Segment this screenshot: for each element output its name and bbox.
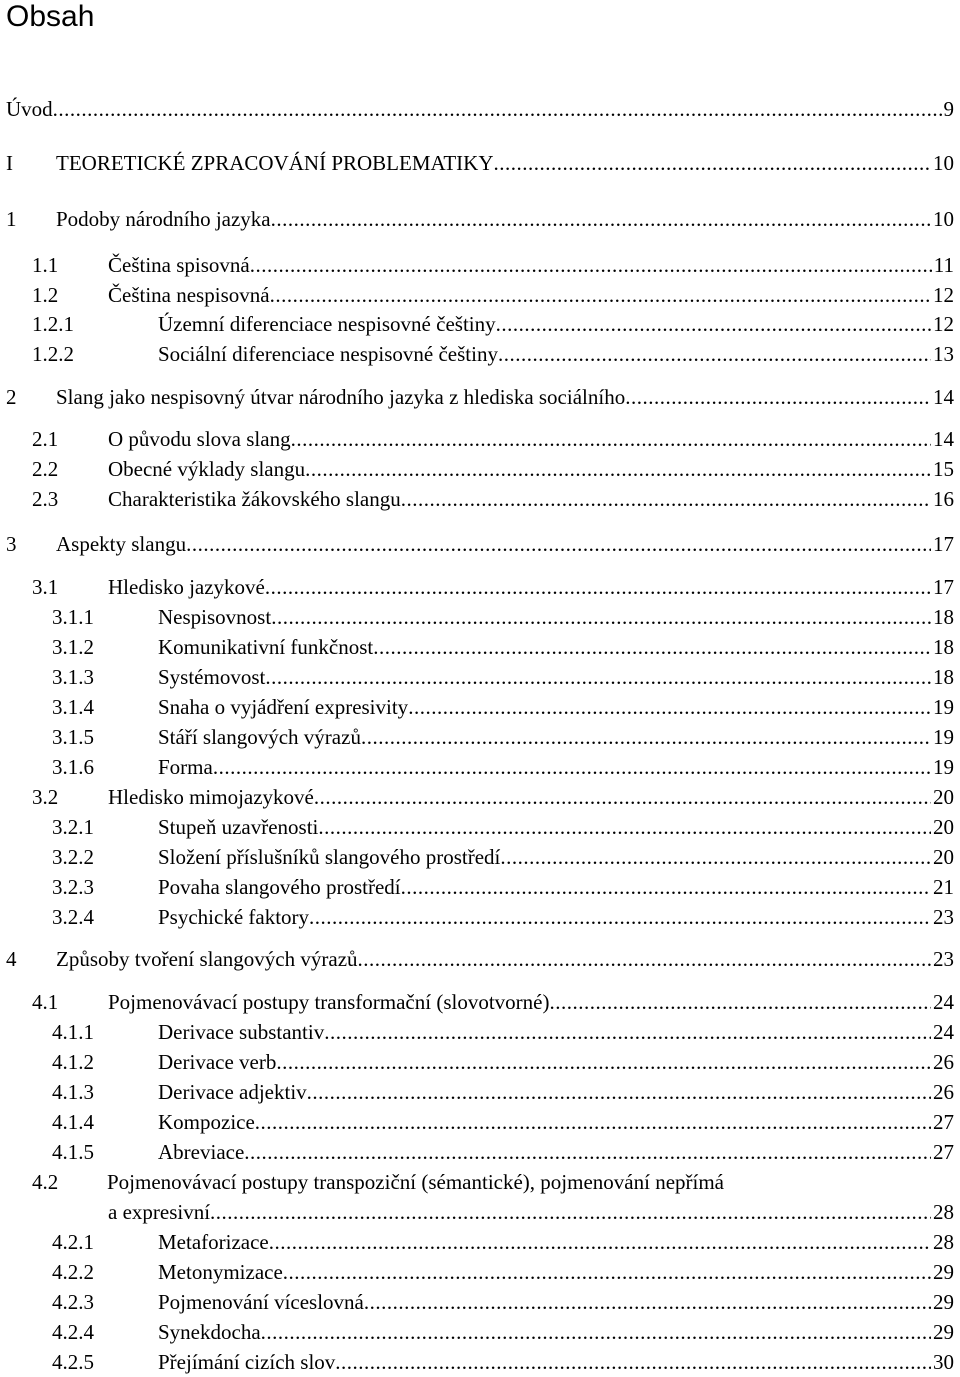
toc-entry-page-number: 24 [933, 1020, 954, 1044]
toc-entry-label: Stupeň uzavřenosti [158, 815, 319, 839]
toc-entry-number: 3.1.4 [52, 695, 94, 719]
toc-entry[interactable] [52, 1229, 954, 1255]
toc-entry-page-number: 30 [933, 1350, 954, 1374]
toc-entry[interactable] [6, 96, 954, 122]
toc-entry[interactable] [32, 282, 954, 308]
dot-leader [213, 754, 931, 780]
toc-entry-number: 4 [6, 947, 17, 971]
toc-entry-page-number: 28 [933, 1230, 954, 1254]
toc-entry-label: Derivace adjektiv [158, 1080, 307, 1104]
toc-entry[interactable] [32, 341, 954, 367]
toc-entry-page-number: 11 [933, 253, 954, 277]
dot-leader [305, 456, 931, 482]
dot-leader [361, 724, 931, 750]
dot-leader [255, 1109, 931, 1135]
toc-entry-number: 2.2 [32, 457, 59, 481]
toc-entry-label: Kompozice [158, 1110, 255, 1134]
toc-entry-page-number: 29 [933, 1320, 954, 1344]
dot-leader [500, 844, 931, 870]
toc-entry-number: 3.1.3 [52, 665, 94, 689]
toc-entry-page-number: 28 [933, 1200, 954, 1224]
toc-entry-page-number: 9 [943, 97, 954, 121]
dot-leader [314, 784, 931, 810]
toc-entry-number: 2 [6, 385, 17, 409]
toc-entry-label: Úvod [6, 97, 53, 121]
toc-entry-page-number: 18 [933, 605, 954, 629]
dot-leader [270, 282, 931, 308]
toc-entry-label: Způsoby tvoření slangových výrazů [56, 947, 358, 971]
toc-entry-page-number: 26 [933, 1050, 954, 1074]
dot-leader [271, 206, 931, 232]
dot-leader [261, 1319, 931, 1345]
toc-entry-number: 4.2 [32, 1170, 59, 1194]
toc-entry-number: 3.1.5 [52, 725, 94, 749]
toc-entry-number: 4.1 [32, 990, 59, 1014]
dot-leader [53, 96, 942, 122]
toc-entry[interactable] [52, 1259, 954, 1285]
toc-entry[interactable] [6, 150, 954, 176]
toc-entry-page-number: 17 [933, 575, 954, 599]
toc-entry-number: 4.1.5 [52, 1140, 94, 1164]
dot-leader [244, 1139, 931, 1165]
toc-entry-number: 4.2.3 [52, 1290, 94, 1314]
toc-entry[interactable] [32, 311, 954, 337]
toc-entry-page-number: 10 [933, 207, 954, 231]
toc-entry-page-number: 20 [933, 785, 954, 809]
toc-entry-page-number: 23 [933, 905, 954, 929]
toc-entry[interactable] [32, 426, 954, 452]
toc-entry-number: 4.1.4 [52, 1110, 94, 1134]
dot-leader [283, 1259, 931, 1285]
toc-entry-label: Sociální diferenciace nespisovné češtiny [158, 342, 498, 366]
dot-leader [269, 1229, 931, 1255]
toc-entry-label: a expresivní [108, 1200, 211, 1224]
toc-entry[interactable] [52, 1139, 954, 1165]
toc-entry-page-number: 10 [933, 151, 954, 175]
toc-entry-number: 4.2.5 [52, 1350, 94, 1374]
toc-entry-number: 1 [6, 207, 17, 231]
toc-entry[interactable] [52, 604, 954, 630]
toc-entry[interactable] [32, 1199, 954, 1225]
toc-entry-label: Stáří slangových výrazů [158, 725, 361, 749]
toc-entry-label: Aspekty slangu [56, 532, 187, 556]
dot-leader [401, 874, 931, 900]
toc-entry-label: Obecné výklady slangu [108, 457, 306, 481]
dot-leader [210, 1199, 931, 1225]
toc-entry-page-number: 29 [933, 1290, 954, 1314]
toc-entry[interactable] [6, 384, 954, 410]
toc-entry-page-number: 26 [933, 1080, 954, 1104]
toc-entry-label: Komunikativní funkčnost [158, 635, 374, 659]
toc-entry-number: 2.1 [32, 427, 59, 451]
toc-entry-label: Derivace verb [158, 1050, 277, 1074]
toc-entry[interactable] [52, 1319, 954, 1345]
toc-entry[interactable] [52, 814, 954, 840]
toc-entry-page-number: 29 [933, 1260, 954, 1284]
toc-entry-number: 3.2.2 [52, 845, 94, 869]
toc-entry-label: Abreviace [158, 1140, 245, 1164]
toc-entry-page-number: 18 [933, 635, 954, 659]
toc-entry[interactable] [52, 904, 954, 930]
toc-entry-number: 2.3 [32, 487, 59, 511]
dot-leader [307, 1079, 931, 1105]
toc-entry-page-number: 20 [933, 845, 954, 869]
toc-entry[interactable] [32, 456, 954, 482]
toc-entry-label: Nespisovnost [158, 605, 272, 629]
dot-leader [276, 1049, 931, 1075]
toc-entry-label: Systémovost [158, 665, 266, 689]
toc-entry-label: Metonymizace [158, 1260, 283, 1284]
toc-entry-page-number: 21 [933, 875, 954, 899]
dot-leader [373, 634, 931, 660]
toc-entry-number: 3.2.4 [52, 905, 94, 929]
toc-entry-page-number: 19 [933, 695, 954, 719]
dot-leader [625, 384, 931, 410]
dot-leader [358, 946, 931, 972]
dot-leader [291, 426, 931, 452]
toc-entry-label: Pojmenovávací postupy transformační (slovotvorné) [108, 990, 550, 1014]
toc-entry-number: 3.2.3 [52, 875, 94, 899]
dot-leader [549, 989, 931, 1015]
toc-entry-label: Přejímání cizích slov [158, 1350, 336, 1374]
toc-entry-label: Územní diferenciace nespisovné češtiny [158, 312, 496, 336]
toc-entry-label: Povaha slangového prostředí [158, 875, 401, 899]
toc-entry-number: 4.1.2 [52, 1050, 94, 1074]
dot-leader [250, 252, 932, 278]
toc-entry-page-number: 24 [933, 990, 954, 1014]
toc-entry[interactable] [32, 989, 954, 1015]
toc-entry-label: Metaforizace [158, 1230, 269, 1254]
dot-leader [309, 904, 931, 930]
dot-leader [186, 531, 931, 557]
toc-entry-page-number: 27 [933, 1110, 954, 1134]
dot-leader [364, 1289, 931, 1315]
toc-entry-label: Synekdocha [158, 1320, 261, 1344]
toc-entry[interactable] [32, 486, 954, 512]
dot-leader [318, 814, 931, 840]
toc-entry[interactable] [6, 206, 954, 232]
toc-entry[interactable] [52, 754, 954, 780]
toc-entry[interactable] [52, 1049, 954, 1075]
dot-leader [408, 694, 931, 720]
dot-leader [494, 150, 932, 176]
toc-entry[interactable] [32, 784, 954, 810]
toc-entry-page-number: 14 [933, 427, 954, 451]
dot-leader [401, 486, 931, 512]
toc-entry-number: 4.2.4 [52, 1320, 94, 1344]
toc-entry[interactable] [52, 844, 954, 870]
toc-entry-number: 4.2.1 [52, 1230, 94, 1254]
toc-entry-number: 3.1.6 [52, 755, 94, 779]
toc-entry[interactable] [52, 1349, 954, 1375]
toc-entry-label: Složení příslušníků slangového prostředí [158, 845, 501, 869]
toc-entry-page-number: 14 [933, 385, 954, 409]
toc-entry-label: Forma [158, 755, 213, 779]
toc-entry-page-number: 23 [933, 947, 954, 971]
toc-entry[interactable] [6, 531, 954, 557]
dot-leader [265, 664, 931, 690]
toc-entry[interactable] [52, 694, 954, 720]
toc-entry[interactable] [52, 634, 954, 660]
toc-entry[interactable] [52, 1019, 954, 1045]
toc-entry-number: 3 [6, 532, 17, 556]
toc-entry-label: O původu slova slang [108, 427, 291, 451]
toc-entry-page-number: 15 [933, 457, 954, 481]
toc-entry-number: 1.2.2 [32, 342, 74, 366]
toc-entry[interactable] [52, 724, 954, 750]
toc-entry[interactable] [6, 946, 954, 972]
dot-leader [335, 1349, 931, 1375]
toc-entry[interactable] [52, 1079, 954, 1105]
toc-entry-number: 3.1.2 [52, 635, 94, 659]
toc-entry-page-number: 27 [933, 1140, 954, 1164]
dot-leader [271, 604, 931, 630]
toc-entry-number: I [6, 151, 13, 175]
toc-entry-page-number: 12 [933, 312, 954, 336]
toc-entry[interactable] [32, 574, 954, 600]
toc-entry-number: 3.1 [32, 575, 59, 599]
toc-entry-page-number: 20 [933, 815, 954, 839]
page-title: Obsah [6, 0, 95, 33]
toc-entry-page-number: 12 [933, 283, 954, 307]
dot-leader [496, 311, 931, 337]
toc-entry-page-number: 19 [933, 725, 954, 749]
toc-entry-label: Charakteristika žákovského slangu [108, 487, 401, 511]
toc-entry-number: 3.2 [32, 785, 59, 809]
toc-entry[interactable] [32, 252, 954, 278]
toc-entry-label: Pojmenování víceslovná [158, 1290, 364, 1314]
toc-entry-page-number: 13 [933, 342, 954, 366]
dot-leader [498, 341, 931, 367]
toc-entry[interactable] [52, 1109, 954, 1135]
toc-entry[interactable] [52, 664, 954, 690]
toc-entry[interactable] [52, 1289, 954, 1315]
toc-entry-label: Derivace substantiv [158, 1020, 325, 1044]
toc-entry-number: 4.1.3 [52, 1080, 94, 1104]
toc-entry-page-number: 19 [933, 755, 954, 779]
toc-entry-number: 1.1 [32, 253, 59, 277]
toc-entry-number: 3.1.1 [52, 605, 94, 629]
toc-entry-label: Psychické faktory [158, 905, 310, 929]
toc-entry-label: Čeština spisovná [108, 253, 250, 277]
toc-entry-label: Snaha o vyjádření expresivity [158, 695, 409, 719]
toc-entry-number: 1.2 [32, 283, 59, 307]
toc-entry-number: 3.2.1 [52, 815, 94, 839]
toc-entry-number: 1.2.1 [32, 312, 74, 336]
toc-entry[interactable] [52, 874, 954, 900]
toc-entry-number: 4.1.1 [52, 1020, 94, 1044]
dot-leader [324, 1019, 931, 1045]
dot-leader [265, 574, 931, 600]
toc-entry-label: TEORETICKÉ ZPRACOVÁNÍ PROBLEMATIKY [56, 151, 494, 175]
toc-entry-page-number: 18 [933, 665, 954, 689]
toc-entry-4-2-first-line: Pojmenovávací postupy transpoziční (sémantické), pojmenování nepřímá [107, 1170, 724, 1194]
toc-entry-page-number: 16 [933, 487, 954, 511]
toc-entry-label: Čeština nespisovná [108, 283, 270, 307]
toc-entry-label: Slang jako nespisovný útvar národního jazyka z hlediska sociálního [56, 385, 626, 409]
toc-entry-number: 4.2.2 [52, 1260, 94, 1284]
toc-entry-label: Podoby národního jazyka [56, 207, 271, 231]
toc-entry-label: Hledisko mimojazykové [108, 785, 314, 809]
toc-entry-page-number: 17 [933, 532, 954, 556]
toc-entry-label: Hledisko jazykové [108, 575, 265, 599]
